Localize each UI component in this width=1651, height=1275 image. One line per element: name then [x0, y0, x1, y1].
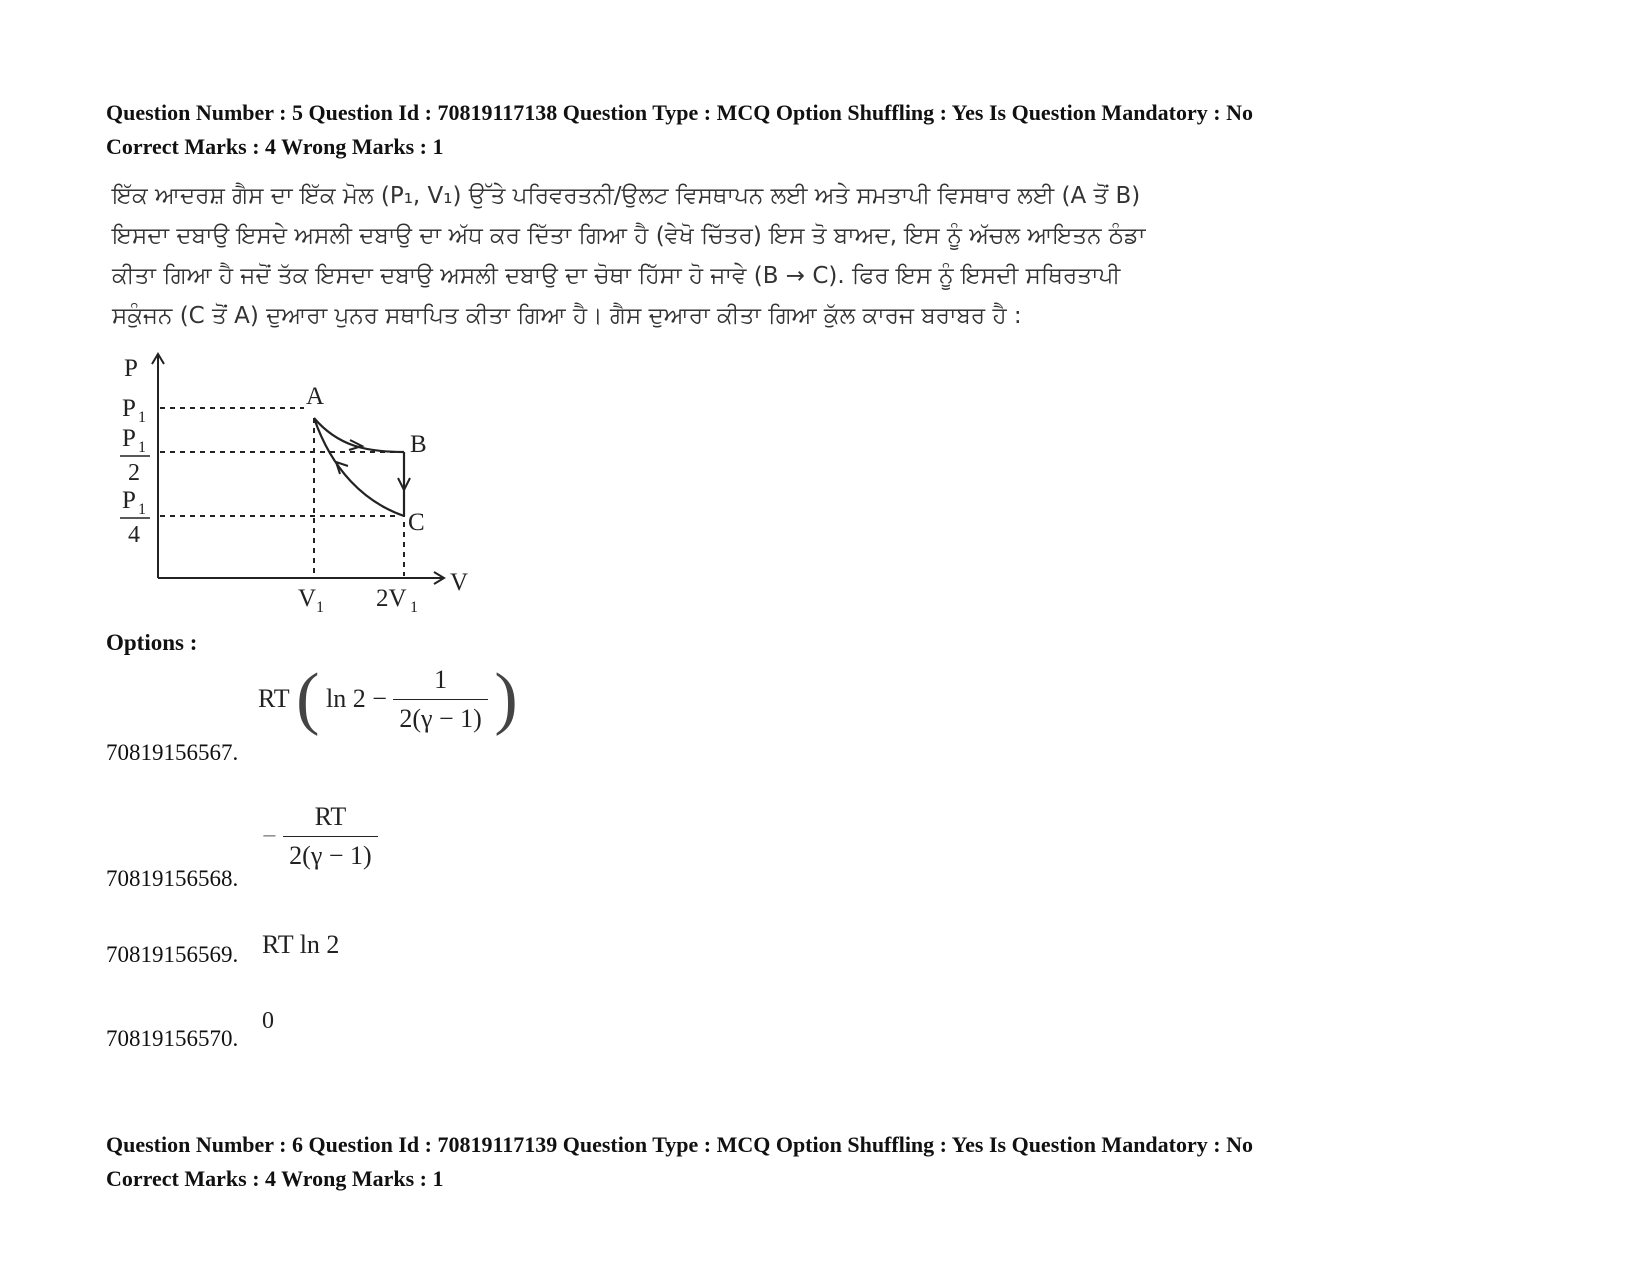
label-p1-quarter-den: 4: [128, 522, 140, 548]
option-1-expression: [258, 660, 518, 737]
option-1-fraction: [393, 665, 487, 734]
label-p1-sub: 1: [138, 409, 146, 426]
question-text-line: ਇੱਕ ਆਦਰਸ਼ ਗੈਸ ਦਾ ਇੱਕ ਮੋਲ (P₁, V₁) ਉੱਤੇ ਪਰਿਵਰਤਨੀ/ਉਲਟ ਵਿਸਥਾਪਨ ਲਈ ਅਤੇ ਸਮਤਾਪੀ ਵਿਸਥਾਰ ਲਈ (A ਤੋਂ B): [112, 183, 1141, 209]
option-4-id: 70819156570.: [106, 1026, 239, 1051]
pv-diagram: [118, 352, 478, 614]
option-1-id: 70819156567.: [106, 740, 239, 765]
question-text-line: ਇਸਦਾ ਦਬਾਉ ਇਸਦੇ ਅਸਲੀ ਦਬਾਉ ਦਾ ਅੱਧ ਕਰ ਦਿੱਤਾ ਗਿਆ ਹੈ (ਵੇਖੋ ਚਿੱਤਰ) ਇਸ ਤੋ ਬਾਅਦ, ਇਸ ਨੂੰ ਅੱਚਲ ਆਇਤਨ ਠੰਡਾ: [112, 223, 1146, 249]
label-p-axis: P: [124, 355, 138, 382]
label-v1: V: [298, 585, 317, 612]
curve-c-to-a: [314, 418, 404, 516]
option-2-expression: [262, 802, 378, 871]
option-4-expression: 0: [262, 1008, 274, 1034]
label-p1-half-sub: 1: [138, 439, 146, 456]
option-1-right-paren: ): [494, 660, 518, 737]
label-p1-quarter-sub: 1: [138, 501, 146, 518]
option-1-numerator: 1: [434, 664, 448, 694]
option-1-denominator: 2(γ − 1): [393, 699, 487, 734]
question-5-header: [106, 96, 1253, 164]
option-2-id: 70819156568.: [106, 866, 239, 891]
label-v-axis: V: [450, 569, 469, 596]
label-point-a: A: [306, 383, 325, 410]
label-p1-quarter-num: P: [122, 487, 136, 514]
label-point-c: C: [408, 509, 425, 536]
question-6-marks: Correct Marks : 4 Wrong Marks : 1: [106, 1166, 444, 1191]
question-5-meta: Question Number : 5 Question Id : 70819117138 Question Type : MCQ Option Shuffling : Yes Is Question Mandatory : No: [106, 100, 1253, 125]
option-2-fraction: [283, 802, 377, 871]
label-p1-half-num: P: [122, 425, 136, 452]
label-p1-half-den: 2: [128, 460, 140, 486]
question-5-text: [112, 176, 1222, 336]
option-1-left-paren: (: [296, 660, 320, 737]
question-5-marks: Correct Marks : 4 Wrong Marks : 1: [106, 134, 444, 159]
option-2-denominator: 2(γ − 1): [283, 836, 377, 871]
option-1-ln2: ln 2 −: [325, 684, 387, 713]
label-v1-sub: 1: [316, 599, 324, 614]
label-2v1: 2V: [376, 585, 407, 612]
option-2-numerator: RT: [314, 802, 347, 831]
label-2v1-sub: 1: [410, 599, 418, 614]
label-point-b: B: [410, 431, 427, 458]
option-3-id: 70819156569.: [106, 942, 239, 967]
option-2-minus: −: [262, 821, 277, 851]
option-3-expression: RT ln 2: [262, 930, 340, 959]
option-1-rt: RT: [258, 684, 290, 713]
question-6-meta: Question Number : 6 Question Id : 70819117139 Question Type : MCQ Option Shuffling : Yes Is Question Mandatory : No: [106, 1132, 1253, 1157]
label-p1: P: [122, 395, 136, 422]
question-text-line: ਸਕੁੰਜਨ (C ਤੋਂ A) ਦੁਆਰਾ ਪੁਨਰ ਸਥਾਪਿਤ ਕੀਤਾ ਗਿਆ ਹੈ। ਗੈਸ ਦੁਆਰਾ ਕੀਤਾ ਗਿਆ ਕੁੱਲ ਕਾਰਜ ਬਰਾਬਰ ਹੈ :: [112, 303, 1022, 329]
question-6-header: [106, 1128, 1253, 1196]
question-text-line: ਕੀਤਾ ਗਿਆ ਹੈ ਜਦੋਂ ਤੱਕ ਇਸਦਾ ਦਬਾਉ ਅਸਲੀ ਦਬਾਉ ਦਾ ਚੋਥਾ ਹਿੱਸਾ ਹੋ ਜਾਵੇ (B → C). ਫਿਰ ਇਸ ਨੂੰ ਇਸਦੀ ਸਥਿਰਤਾਪੀ: [112, 263, 1121, 289]
options-label: Options :: [106, 630, 198, 655]
